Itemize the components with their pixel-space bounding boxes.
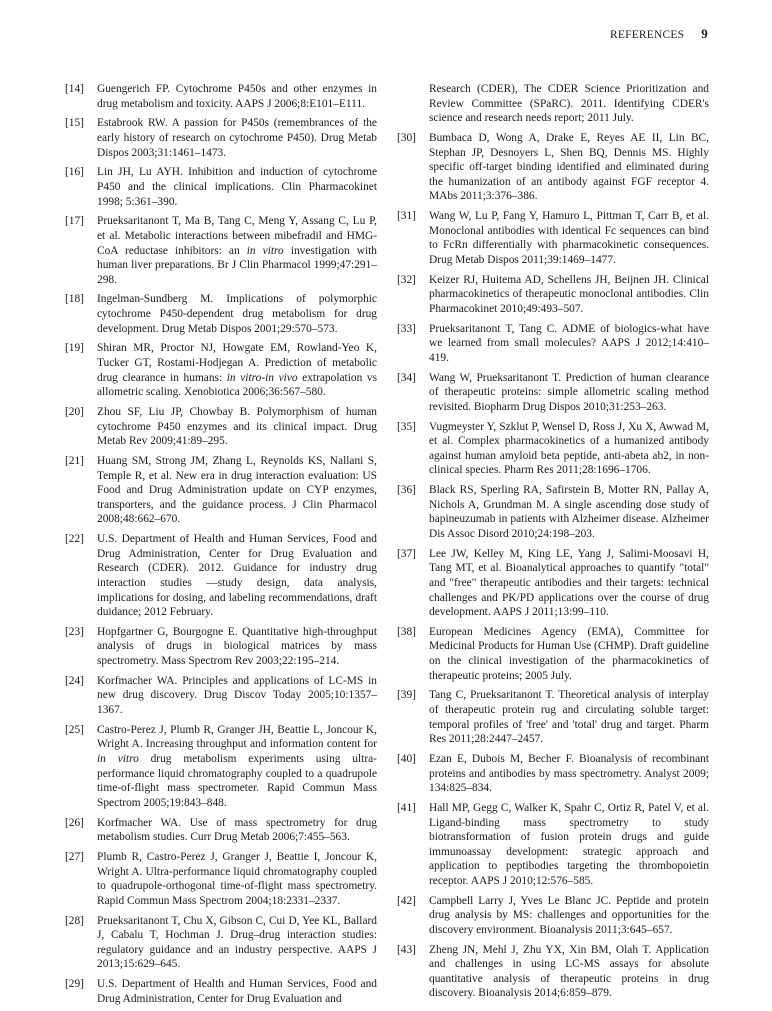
reference-number: [14] [65, 83, 84, 95]
reference-item [65, 977, 377, 1006]
reference-number: [15] [65, 117, 84, 130]
reference-item [65, 165, 377, 209]
reference-text: Plumb R, Castro-Perez J, Granger J, Beattie I, Joncour K, Wright A. Ultra-performance liquid chromatography coupled to quadrupole-orthogonal time-of-flight mass spectrometry. Rapid Commun Mass Spectrom 2004;18:2331–2337. [97, 850, 377, 907]
reference-text: Campbell Larry J, Yves Le Blanc JC. Peptide and protein drug analysis by MS: challenges and opportunities for the discovery environment. Bioanalysis 2011;3:645–657. [429, 894, 709, 936]
reference-item [397, 801, 709, 889]
reference-text: Keizer RJ, Huitema AD, Schellens JH, Beijnen JH. Clinical pharmacokinetics of therapeutic monoclonal antibodies. Clin Pharmacokinet 2010;49:493–507. [429, 273, 709, 315]
reference-item [65, 292, 377, 336]
reference-text: Prueksaritanont T, Ma B, Tang C, Meng Y, Assang C, Lu P, et al. Metabolic interactions between mibefradil and HMG-CoA reductase inhibitors: an in vitro investigation with human liver preparations. Br J Clin Pharmacol 1999;47:291–298. [97, 215, 377, 286]
reference-number: [18] [65, 293, 84, 306]
reference-text: Guengerich FP. Cytochrome P450s and other enzymes in drug metabolism and toxicity. AAPS J 2006;8:E101–E111. [97, 83, 377, 110]
reference-number: [16] [65, 166, 84, 179]
reference-text: Zheng JN, Mehl J, Zhu YX, Xin BM, Olah T. Application and challenges in using LC-MS assays for absolute quantitative analysis of therapeutic proteins in drug discovery. Bioanalysis 2014;6:859–879. [429, 943, 709, 1000]
reference-item [397, 273, 709, 317]
reference-text: Lee JW, Kelley M, King LE, Yang J, Salimi-Moosavi H, Tang MT, et al. Bioanalytical approaches to quantify "total" and "free" therapeutic antibodies and their targets: technical challenges and PK/PD applications over the course of drug development. AAPS J 2011;13:99–110. [429, 547, 709, 619]
reference-item [397, 688, 709, 746]
reference-text: Tang C, Prueksaritanont T. Theoretical analysis of interplay of therapeutic protein rug and circulating soluble target: temporal profiles of 'free' and 'total' drug and target. Pharm Res 2011;28:2447–2457. [429, 689, 709, 746]
reference-number: [39] [397, 689, 416, 702]
reference-item [65, 454, 377, 527]
reference-number: [33] [397, 322, 416, 335]
reference-item [397, 322, 709, 366]
reference-item [65, 723, 377, 811]
reference-number: [20] [65, 406, 84, 418]
reference-item [397, 943, 709, 1001]
reference-number: [42] [397, 894, 416, 907]
reference-text: Wang W, Prueksaritanont T. Prediction of human clearance of therapeutic proteins: simple allometric scaling method revisited. Biopharm Drug Dispos 2010;31:253–263. [429, 371, 709, 413]
reference-item [65, 914, 377, 972]
reference-text: Prueksaritanont T, Chu X, Gibson C, Cui D, Yee KL, Ballard J, Cabalu T, Hochman J. Drug–drug interaction studies: regulatory guidance and an industry perspective. AAPS J 2013;15:629–645. [97, 914, 377, 971]
reference-number: [32] [397, 273, 416, 286]
reference-number: [27] [65, 850, 84, 863]
reference-text: Shiran MR, Proctor NJ, Howgate EM, Rowland-Yeo K, Tucker GT, Rostami-Hodjegan A. Prediction of metabolic drug clearance in humans: in vitro-in vivo extrapolation vs allometric scaling. Xenobiotica 2006;36:567–580. [97, 342, 378, 399]
reference-text: Research (CDER), The CDER Science Prioritization and Review Committee (SPaRC). 2011. Identifying CDER's science and research needs report; 2011 July. [429, 83, 709, 125]
reference-number: [24] [65, 674, 84, 687]
reference-item [65, 816, 377, 845]
reference-text: Korfmacher WA. Use of mass spectrometry for drug metabolism studies. Curr Drug Metab 2006;7:455–563. [97, 816, 377, 844]
reference-text: Ezan E, Dubois M, Becher F. Bioanalysis of recombinant proteins and antibodies by mass spectrometry. Analyst 2009; 134:825–834. [429, 753, 709, 795]
reference-number: [41] [397, 801, 416, 814]
reference-item [65, 674, 377, 718]
reference-text: U.S. Department of Health and Human Services, Food and Drug Administration, Center for Drug Evaluation and [97, 978, 377, 1005]
reference-text: U.S. Department of Health and Human Services, Food and Drug Administration, Center for Drug Evaluation and Research (CDER). 2012. Guidance for industry drug interaction studies —study design, data analysis, implications for dosing, and labeling recommendations, draft duidance; 2012 February. [97, 533, 377, 619]
reference-number: [34] [397, 371, 416, 384]
reference-item [397, 483, 709, 541]
reference-number: [30] [397, 131, 416, 144]
reference-item [65, 405, 377, 449]
references-left-column [65, 82, 377, 1011]
reference-text: Hall MP, Gegg C, Walker K, Spahr C, Ortiz R, Patel V, et al. Ligand-binding mass spectrometry to study biotransformation of fusion protein drugs and guide immunoassay development: strategic approach and application to peptibodies targeting the thrombopoietin receptor. AAPS J 2010;12:576–585. [429, 801, 709, 887]
reference-text: Vugmeyster Y, Szklut P, Wensel D, Ross J, Xu X, Awwad M, et al. Complex pharmacokinetics of a humanized antibody against human amyloid beta peptide, anti-abeta ab2, in non-clinical species. Pharm Res 2011;28:1696–1706. [429, 420, 709, 477]
reference-number: [22] [65, 533, 84, 546]
reference-item [65, 625, 377, 669]
reference-item [397, 420, 709, 478]
reference-text: Bumbaca D, Wong A, Drake E, Reyes AE II, Lin BC, Stephan JP, Desnoyers L, Shen BQ, Dennis MS. Highly specific off-target binding identified and eliminated during the humanization of an antibody against FGF receptor 4. MAbs 2011;3:376–386. [429, 131, 709, 203]
reference-number: [35] [397, 420, 416, 433]
reference-number: [23] [65, 625, 84, 638]
page-number: 9 [701, 26, 708, 41]
reference-text: Castro-Perez J, Plumb R, Granger JH, Beattie L, Joncour K, Wright A. Increasing throughput and information content for in vitro drug metabolism experiments using ultra-performance liquid chromatography coupled to a quadrupole time-of-flight mass spectrometer. Rapid Commun Mass Spectrom 2005;19:843–848. [97, 723, 377, 809]
reference-item [65, 532, 377, 620]
reference-number: [40] [397, 753, 416, 765]
reference-number: [31] [397, 210, 416, 223]
reference-text: European Medicines Agency (EMA), Committee for Medicinal Products for Human Use (CHMP). Draft guideline on the clinical investigation of the pharmacokinetics of therapeutic proteins; 2005 July. [429, 625, 709, 682]
reference-item [397, 894, 709, 938]
reference-item [65, 214, 377, 287]
reference-item [65, 116, 377, 160]
reference-number: [43] [397, 943, 416, 956]
reference-item [397, 547, 709, 620]
reference-text: Ingelman-Sundberg M. Implications of polymorphic cytochrome P450-dependent drug metabolism for drug development. Drug Metab Dispos 2001;29:570–573. [97, 293, 377, 335]
reference-number: [37] [397, 547, 416, 560]
reference-number: [36] [397, 484, 416, 497]
reference-number: [26] [65, 816, 84, 829]
reference-text: Huang SM, Strong JM, Zhang L, Reynolds KS, Nallani S, Temple R, et al. New era in drug interaction evaluation: US Food and Drug Administration update on CYP enzymes, transporters, and the guidance process. J Clin Pharmacol 2008;48:662–670. [97, 454, 377, 526]
reference-text: Hopfgartner G, Bourgogne E. Quantitative high-throughput analysis of drugs in biological matrices by mass spectrometry. Mass Spectrom Rev 2003;22:195–214. [97, 625, 377, 668]
reference-number: [28] [65, 914, 84, 927]
reference-item [397, 371, 709, 415]
reference-item [65, 341, 377, 399]
reference-text: Zhou SF, Liu JP, Chowbay B. Polymorphism of human cytochrome P450 enzymes and its clinical impact. Drug Metab Rev 2009;41:89–295. [97, 406, 377, 448]
reference-item [397, 82, 709, 126]
reference-number: [19] [65, 342, 84, 355]
reference-number: [25] [65, 723, 84, 736]
reference-text: Wang W, Lu P, Fang Y, Hamuro L, Pittman T, Carr B, et al. Monoclonal antibodies with identical Fc sequences can bind to FcRn differentially with pharmacokinetic consequences. Drug Metab Dispos 2011;39:1469–1477. [429, 210, 709, 266]
reference-text: Black RS, Sperling RA, Safirstein B, Motter RN, Pallay A, Nichols A, Grundman M. A single ascending dose study of bapineuzumab in patients with Alzheimer disease. Alzheimer Dis Assoc Disord 2010;24:198–203. [429, 484, 709, 540]
reference-text: Prueksaritanont T, Tang C. ADME of biologics-what have we learned from small molecules? AAPS J 2012;14:410–419. [429, 322, 709, 364]
reference-item [65, 850, 377, 908]
reference-number: [38] [397, 625, 416, 638]
references-right-column [397, 82, 709, 1006]
reference-number: [21] [65, 454, 84, 467]
reference-item [397, 131, 709, 204]
reference-number: [17] [65, 215, 84, 228]
reference-text: Estabrook RW. A passion for P450s (remembrances of the early history of research on cytochrome P450). Drug Metab Dispos 2003;31:1461–1473. [97, 117, 377, 159]
running-header [610, 26, 708, 42]
reference-item [65, 82, 377, 111]
reference-item [397, 752, 709, 796]
reference-item [397, 625, 709, 683]
reference-number: [29] [65, 978, 84, 991]
reference-text: Korfmacher WA. Principles and applications of LC-MS in new drug discovery. Drug Discov Today 2005;10:1357–1367. [97, 674, 377, 717]
reference-item [397, 209, 709, 267]
reference-text: Lin JH, Lu AYH. Inhibition and induction of cytochrome P450 and the clinical implications. Clin Pharmacokinet 1998; 5:361–390. [97, 166, 377, 208]
section-title: REFERENCES [610, 29, 685, 41]
